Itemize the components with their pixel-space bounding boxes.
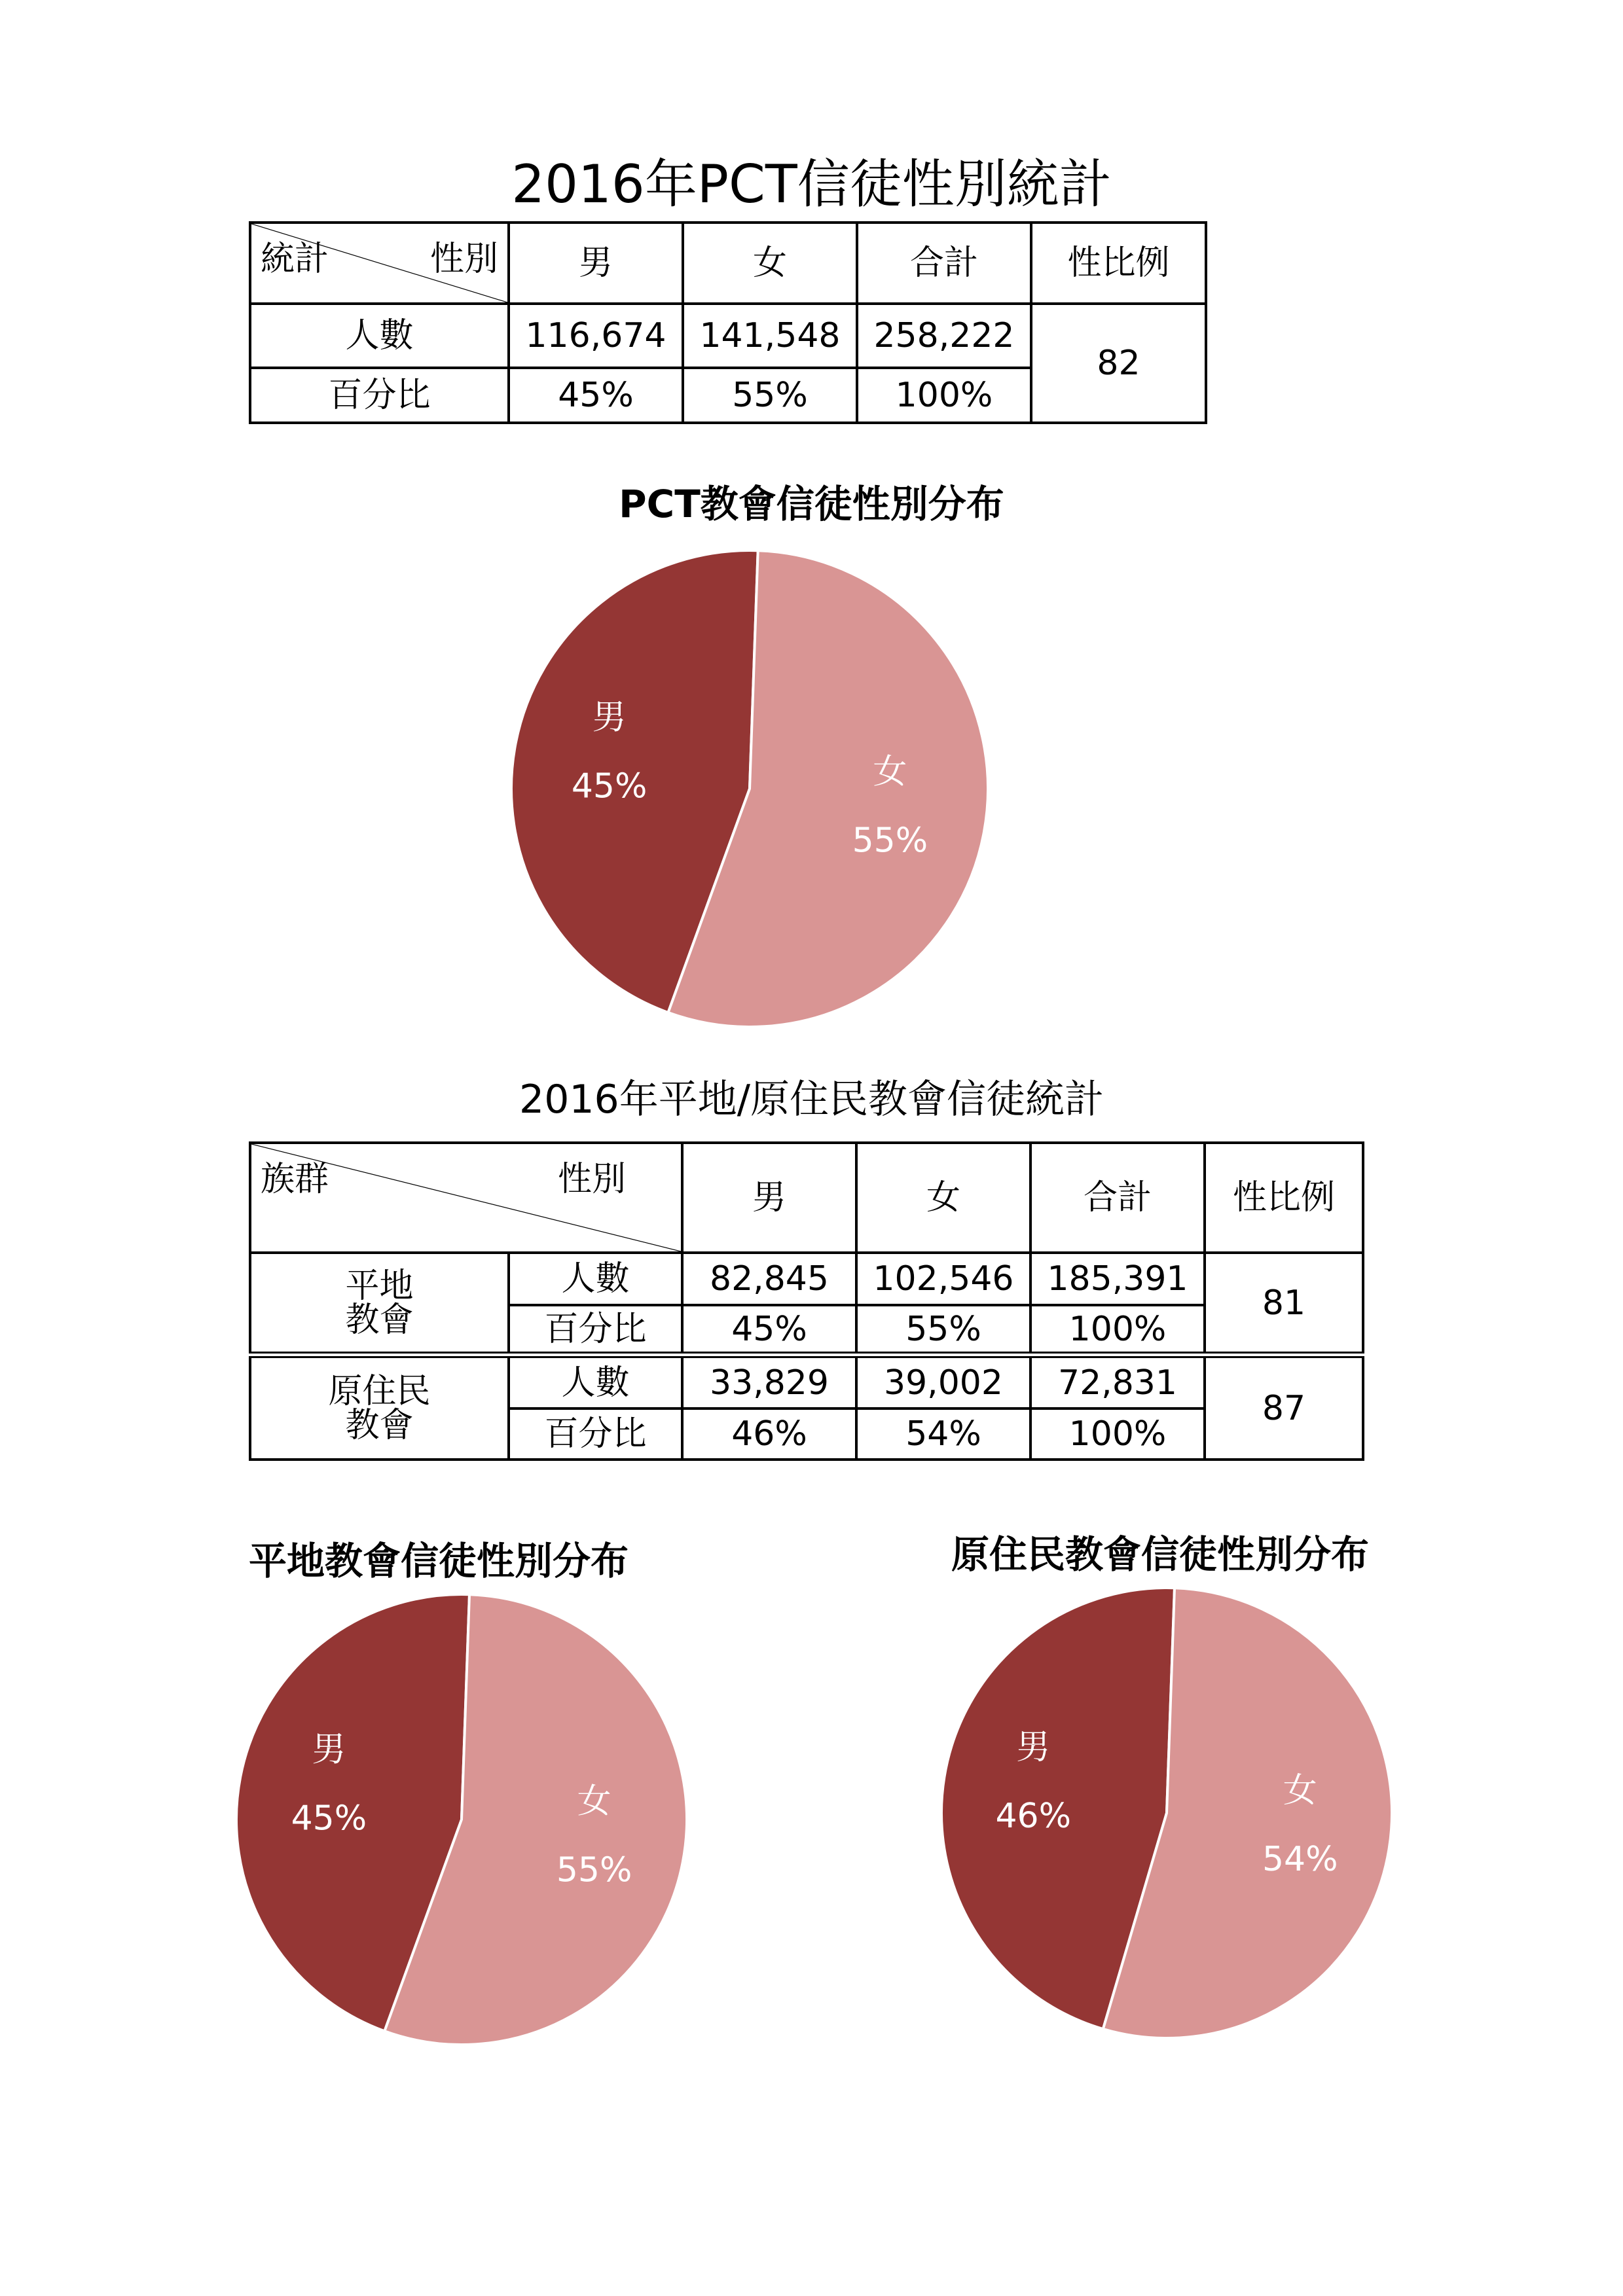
pie-chart-indigenous (938, 1584, 1396, 2042)
table2-cell: 55% (856, 1305, 1030, 1355)
table2-group-name: 原住民 教會 (250, 1355, 509, 1460)
table2-title: 2016年平地/原住民教會信徒統計 (519, 1077, 1104, 1122)
pie-category-label: 女 (873, 752, 907, 792)
table2-cell: 102,546 (856, 1253, 1030, 1305)
pie-percent-label: 45% (571, 766, 647, 806)
table1-row-label: 百分比 (250, 368, 509, 423)
pie-percent-label: 45% (291, 1799, 367, 1839)
table2-cell: 72,831 (1030, 1355, 1205, 1408)
table1-row-label: 人數 (250, 304, 509, 368)
pie-percent-label: 54% (1262, 1839, 1338, 1879)
pie-category-label: 女 (577, 1782, 611, 1821)
table1-sex-ratio: 82 (1031, 304, 1206, 423)
table2-cell: 100% (1030, 1305, 1205, 1355)
pie-chart-plain (232, 1590, 691, 2049)
table2-sex-ratio: 81 (1205, 1253, 1363, 1355)
table2-sex-ratio: 87 (1205, 1355, 1363, 1460)
table2-header-male: 男 (682, 1143, 856, 1253)
table2-header-female: 女 (856, 1143, 1030, 1253)
table1-header-total: 合計 (857, 223, 1031, 304)
table1-corner-left: 統計 (261, 240, 329, 279)
pie3-title: 原住民教會信徒性別分布 (951, 1532, 1370, 1577)
table2-cell: 46% (682, 1408, 856, 1460)
table1-header-male: 男 (509, 223, 683, 304)
table1-header-female: 女 (683, 223, 857, 304)
table2-cell: 185,391 (1030, 1253, 1205, 1305)
pie-category-label: 男 (312, 1730, 346, 1770)
pct-gender-table (249, 221, 1207, 424)
pie-percent-label: 55% (852, 821, 928, 861)
table1-header-sex-ratio: 性比例 (1031, 223, 1206, 304)
table2-header-total: 合計 (1030, 1143, 1205, 1253)
table1-cell: 45% (509, 368, 683, 423)
table2-cell: 82,845 (682, 1253, 856, 1305)
table2-cell: 100% (1030, 1408, 1205, 1460)
table2-row-label: 百分比 (509, 1305, 682, 1355)
table1-cell: 258,222 (857, 304, 1031, 368)
table1-title: 2016年PCT信徒性別統計 (511, 154, 1112, 215)
table1-cell: 100% (857, 368, 1031, 423)
table1-corner-right: 性別 (429, 240, 498, 279)
table2-row-label: 人數 (509, 1253, 682, 1305)
pie-category-label: 女 (1283, 1770, 1317, 1810)
table2-row-label: 人數 (509, 1355, 682, 1408)
pie-chart-pct (507, 547, 992, 1031)
table2-corner-cell (250, 1143, 682, 1253)
pie2-title: 平地教會信徒性別分布 (249, 1539, 629, 1583)
table1-cell: 141,548 (683, 304, 857, 368)
table2-cell: 33,829 (682, 1355, 856, 1408)
pie-percent-label: 55% (556, 1850, 632, 1890)
table1-corner-cell (250, 223, 509, 304)
pie1-title: PCT教會信徒性別分布 (619, 482, 1004, 526)
table2-group-name: 平地 教會 (250, 1253, 509, 1355)
table2-header-sex-ratio: 性比例 (1205, 1143, 1363, 1253)
plain-indigenous-table (249, 1141, 1364, 1461)
table2-corner-right: 性別 (557, 1160, 626, 1199)
table1-cell: 116,674 (509, 304, 683, 368)
table2-cell: 45% (682, 1305, 856, 1355)
table2-row-label: 百分比 (509, 1408, 682, 1460)
table2-cell: 54% (856, 1408, 1030, 1460)
pie-category-label: 男 (592, 698, 627, 738)
table1-cell: 55% (683, 368, 857, 423)
table2-cell: 39,002 (856, 1355, 1030, 1408)
pie-category-label: 男 (1016, 1728, 1051, 1768)
pie-percent-label: 46% (995, 1797, 1072, 1837)
table2-corner-left: 族群 (261, 1160, 329, 1199)
